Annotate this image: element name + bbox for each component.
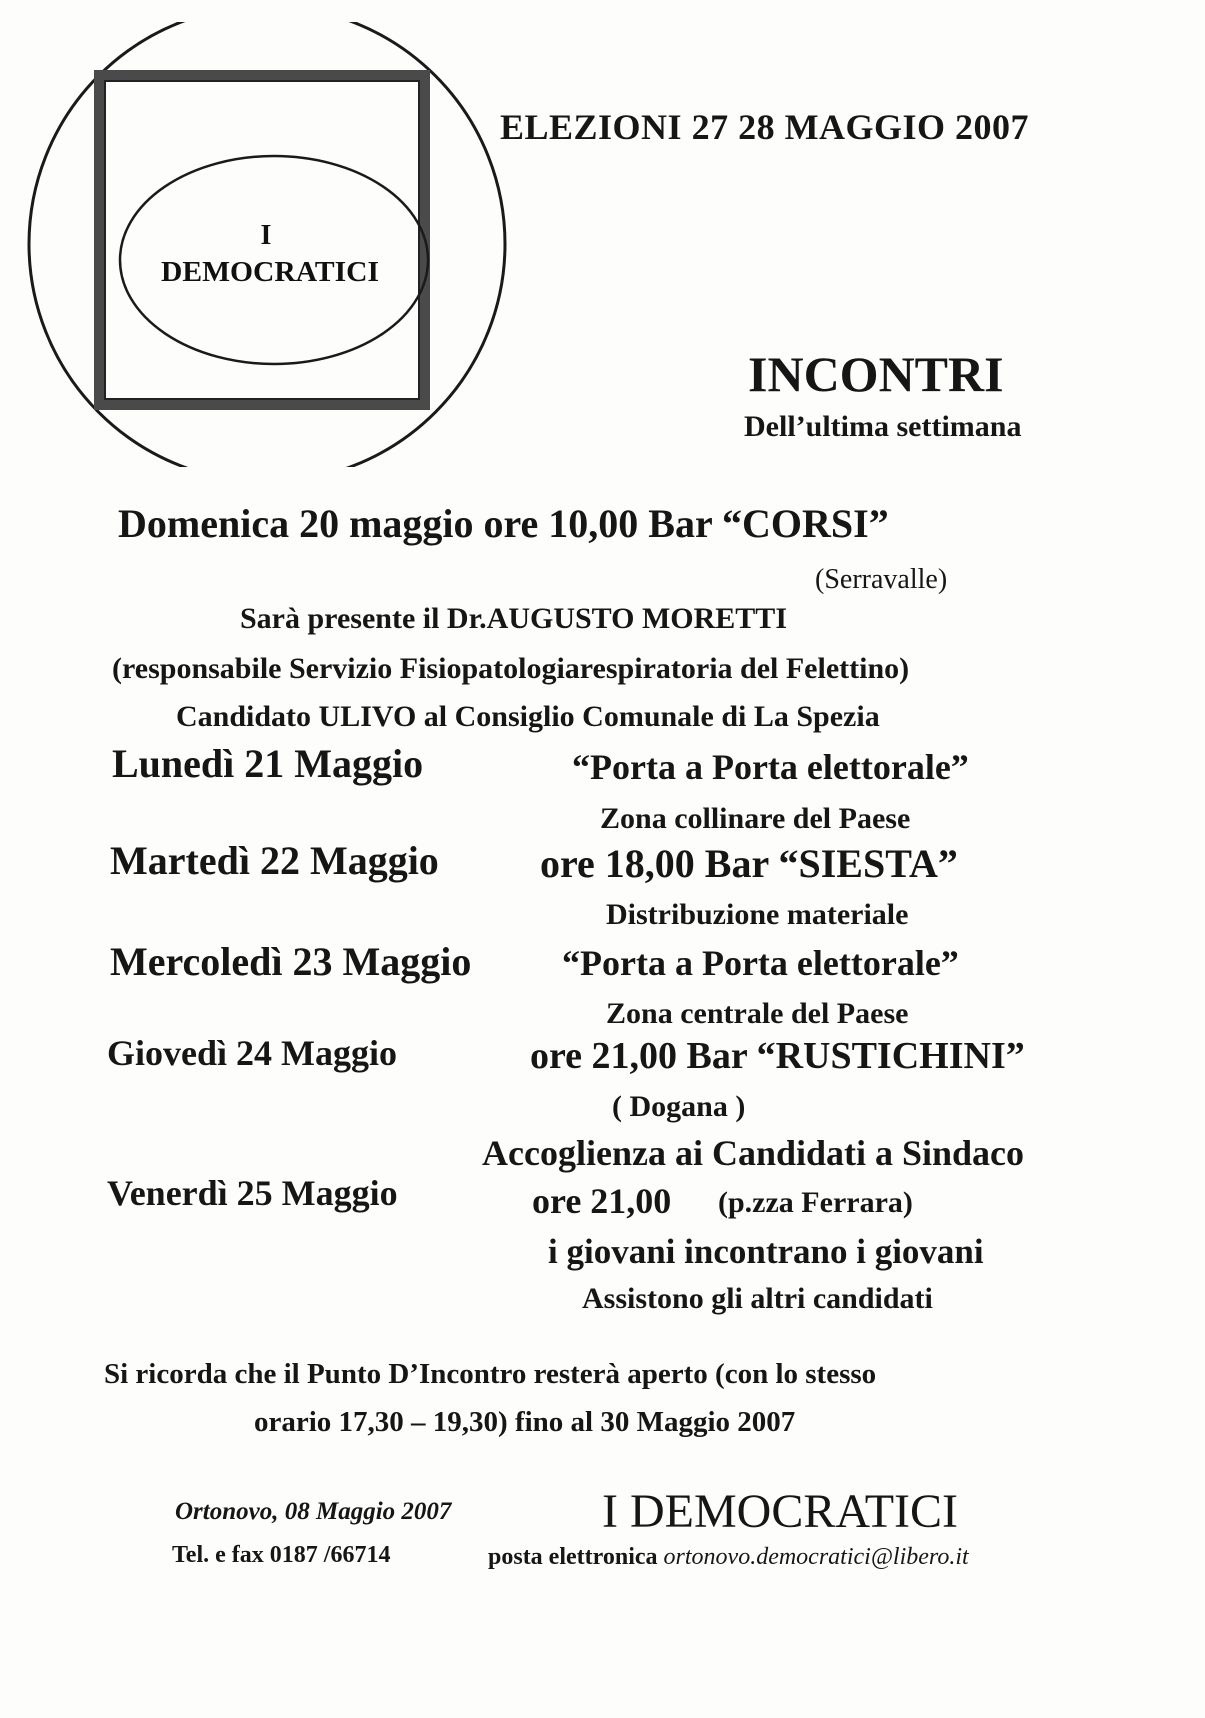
democratici-logo xyxy=(22,22,512,467)
event-thursday-what: ore 21,00 Bar “RUSTICHINI” xyxy=(530,1035,1025,1077)
footer-tel: Tel. e fax 0187 /66714 xyxy=(172,1542,391,1568)
event-sunday-place: (Serravalle) xyxy=(815,564,948,595)
event-friday-time: ore 21,00 xyxy=(532,1181,672,1221)
footer-organization: I DEMOCRATICI xyxy=(602,1485,958,1538)
event-sunday-note2: (responsabile Servizio Fisiopatologiarespiratoria del Felettino) xyxy=(112,652,910,685)
event-sunday-line: Domenica 20 maggio ore 10,00 Bar “CORSI” xyxy=(118,501,889,546)
event-tuesday-detail: Distribuzione materiale xyxy=(606,898,909,931)
reminder-line1: Si ricorda che il Punto D’Incontro resterà aperto (con lo stesso xyxy=(104,1358,877,1390)
event-friday-detail1: i giovani incontrano i giovani xyxy=(548,1232,984,1271)
logo-text-i: I xyxy=(260,220,272,251)
event-tuesday-what: ore 18,00 Bar “SIESTA” xyxy=(540,841,958,886)
event-monday-what: “Porta a Porta elettorale” xyxy=(572,747,969,787)
event-sunday-note1: Sarà presente il Dr.AUGUSTO MORETTI xyxy=(240,602,787,635)
event-monday-day: Lunedì 21 Maggio xyxy=(112,741,424,786)
reminder-line2: orario 17,30 – 19,30) fino al 30 Maggio 2007 xyxy=(254,1406,796,1438)
event-sunday-note3: Candidato ULIVO al Consiglio Comunale di La Spezia xyxy=(176,700,880,733)
logo-text-democratici: DEMOCRATICI xyxy=(161,257,379,288)
event-friday-place: (p.zza Ferrara) xyxy=(718,1186,913,1219)
footer-date: Ortonovo, 08 Maggio 2007 xyxy=(175,1498,452,1525)
footer-email-block xyxy=(488,1544,969,1571)
footer-email-label: posta elettronica xyxy=(488,1544,658,1570)
event-thursday-place: ( Dogana ) xyxy=(612,1090,746,1123)
page-heading: INCONTRI xyxy=(748,346,1004,402)
page-subheading: Dell’ultima settimana xyxy=(744,410,1022,443)
event-wednesday-what: “Porta a Porta elettorale” xyxy=(562,943,959,983)
election-title: ELEZIONI 27 28 MAGGIO 2007 xyxy=(500,107,1030,147)
event-friday-detail2: Assistono gli altri candidati xyxy=(582,1282,933,1315)
event-thursday-detail: Accoglienza ai Candidati a Sindaco xyxy=(482,1133,1025,1173)
event-monday-detail: Zona collinare del Paese xyxy=(600,802,911,835)
event-friday-day: Venerdì 25 Maggio xyxy=(107,1173,398,1213)
event-wednesday-day: Mercoledì 23 Maggio xyxy=(110,939,472,984)
event-thursday-day: Giovedì 24 Maggio xyxy=(107,1033,397,1073)
event-tuesday-day: Martedì 22 Maggio xyxy=(110,838,439,883)
event-wednesday-detail: Zona centrale del Paese xyxy=(606,997,909,1030)
footer-email-link[interactable]: ortonovo.democratici@libero.it xyxy=(663,1544,969,1570)
